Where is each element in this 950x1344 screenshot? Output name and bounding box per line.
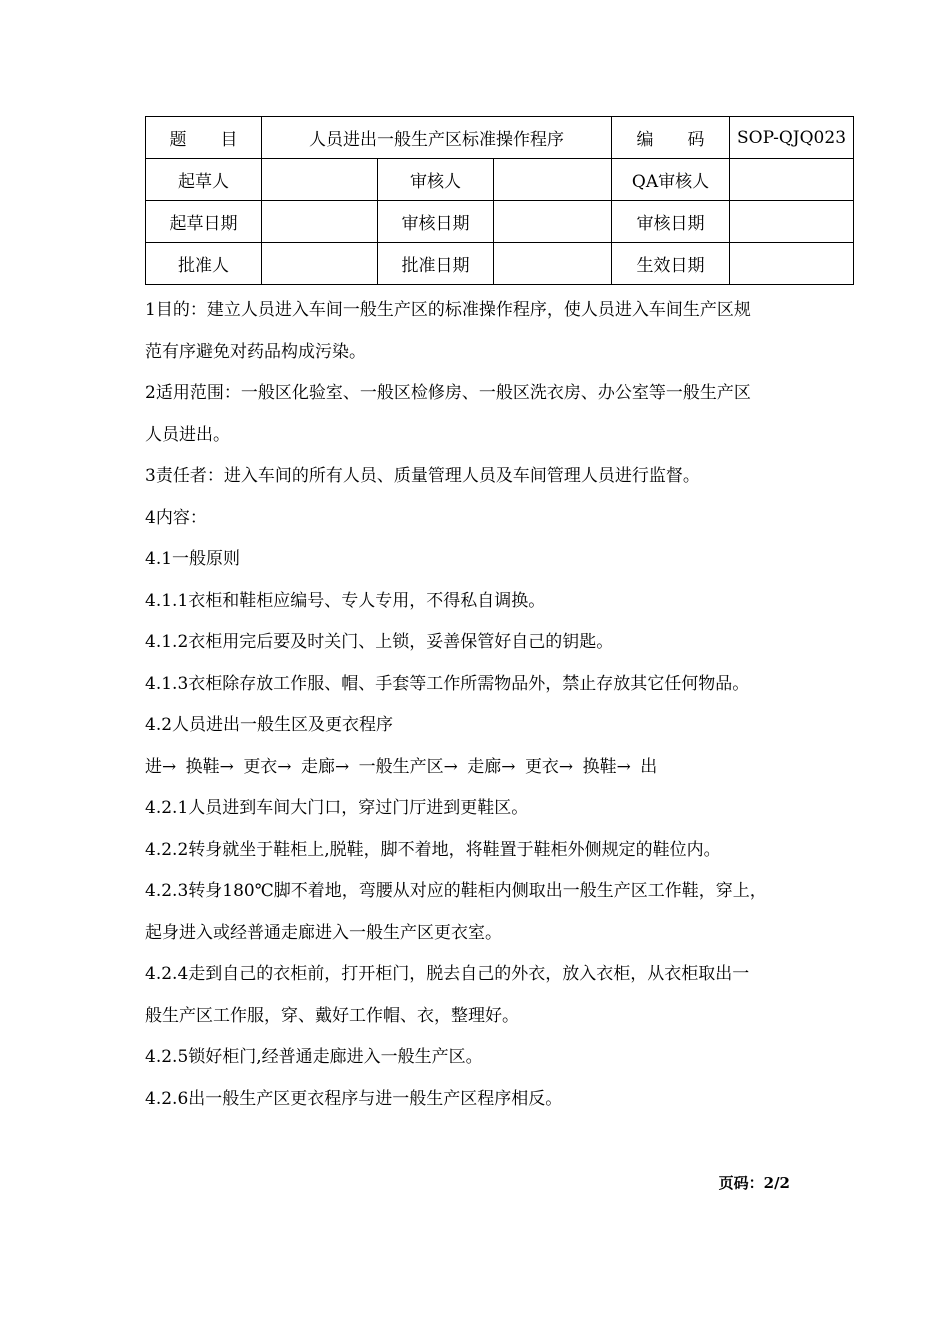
section-4-1-2: 4.1.2衣柜用完后要及时关门、上锁，妥善保管好自己的钥匙。 (145, 632, 614, 652)
scope-line-1: 2适用范围：一般区化验室、一般区检修房、一般区洗衣房、办公室等一般生产区 (145, 383, 751, 403)
title-value: 人员进出一般生产区标准操作程序 (262, 117, 612, 159)
scope-line-2: 人员进出。 (145, 424, 230, 445)
responsibility-line: 3责任者：进入车间的所有人员、质量管理人员及车间管理人员进行监督。 (145, 466, 700, 486)
section-4-1-3: 4.1.3衣柜除存放工作服、帽、手套等工作所需物品外，禁止存放其它任何物品。 (145, 673, 750, 694)
qa-review-date-label: 审核日期 (612, 201, 730, 243)
flow-step: 换鞋→ (582, 756, 631, 777)
approver-label: 批准人 (146, 243, 262, 285)
flow-step: 更衣→ (524, 756, 574, 777)
purpose-line-2: 范有序避免对药品构成污染。 (145, 341, 366, 362)
header-table (145, 116, 854, 285)
reviewer-label: 审核人 (378, 159, 494, 201)
document-body (145, 290, 845, 1120)
section-4-2-1: 4.2.1人员进到车间大门口，穿过门厅进到更鞋区。 (145, 798, 529, 818)
review-date-value (494, 201, 612, 243)
header-row-approval (146, 243, 854, 285)
qa-reviewer-label: QA审核人 (612, 159, 730, 201)
drafter-value (262, 159, 378, 201)
section-4-2-2: 4.2.2转身就坐于鞋柜上,脱鞋，脚不着地，将鞋置于鞋柜外侧规定的鞋位内。 (145, 839, 721, 860)
approve-date-label: 批准日期 (378, 243, 494, 285)
draft-date-label: 起草日期 (146, 201, 262, 243)
code-label: 编 码 (612, 117, 730, 159)
code-value: SOP-QJQ023 (730, 117, 854, 159)
section-4-2-4-line-2: 般生产区工作服，穿、戴好工作帽、衣，整理好。 (145, 1005, 519, 1026)
flow-step: 走廊→ (467, 756, 516, 777)
content-heading: 4内容： (145, 507, 207, 528)
flow-sequence (145, 747, 845, 789)
reviewer-value (494, 159, 612, 201)
section-4-2: 4.2人员进出一般生区及更衣程序 (145, 715, 394, 735)
review-date-label: 审核日期 (378, 201, 494, 243)
section-4-2-3-line-2: 起身进入或经普通走廊进入一般生产区更衣室。 (145, 922, 502, 943)
title-label: 题 目 (146, 117, 262, 159)
purpose-line-1: 1目的：建立人员进入车间一般生产区的标准操作程序，使人员进入车间生产区规 (145, 300, 751, 320)
qa-review-date-value (730, 201, 854, 243)
qa-reviewer-value (730, 159, 854, 201)
draft-date-value (262, 201, 378, 243)
header-row-title (146, 117, 854, 159)
flow-step: 一般生产区→ (358, 756, 458, 777)
flow-step: 更衣→ (243, 756, 292, 777)
header-row-dates (146, 201, 854, 243)
page-number: 页码：2/2 (718, 1174, 790, 1192)
effective-date-label: 生效日期 (612, 243, 730, 285)
flow-step: 走廊→ (300, 756, 350, 777)
flow-step: 换鞋→ (185, 756, 234, 777)
section-4-2-3-line-1: 4.2.3转身180℃脚不着地，弯腰从对应的鞋柜内侧取出一般生产区工作鞋，穿上， (145, 881, 767, 901)
section-4-2-6: 4.2.6出一般生产区更衣程序与进一般生产区程序相反。 (145, 1088, 563, 1109)
section-4-1-1: 4.1.1衣柜和鞋柜应编号、专人专用，不得私自调换。 (145, 590, 546, 611)
section-4-1: 4.1一般原则 (145, 549, 241, 569)
flow-step: 出 (640, 756, 658, 777)
flow-step: 进→ (145, 756, 177, 777)
approve-date-value (494, 243, 612, 285)
header-row-drafter (146, 159, 854, 201)
drafter-label: 起草人 (146, 159, 262, 201)
approver-value (262, 243, 378, 285)
section-4-2-4-line-1: 4.2.4走到自己的衣柜前，打开柜门，脱去自己的外衣，放入衣柜，从衣柜取出一 (145, 964, 750, 984)
section-4-2-5: 4.2.5锁好柜门,经普通走廊进入一般生产区。 (145, 1047, 483, 1067)
effective-date-value (730, 243, 854, 285)
